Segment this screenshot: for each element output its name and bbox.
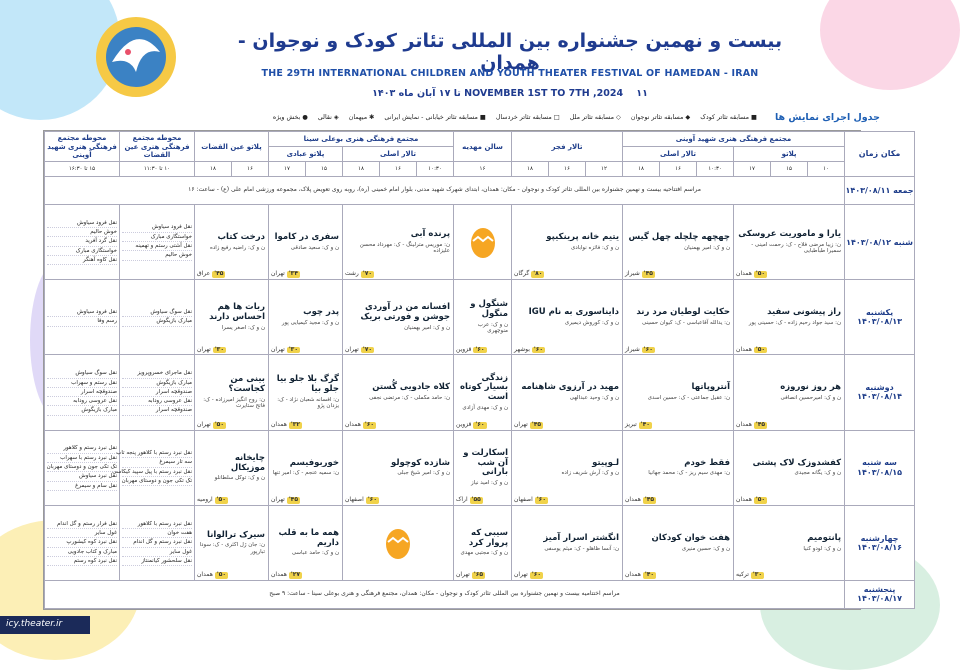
legend-item: ◆ مسابقه تئاتر نوجوان (630, 113, 691, 121)
day-row (45, 505, 915, 580)
legend-item: ◇ مسابقه تئاتر ملل (569, 113, 621, 121)
hour-cell: ۱۸ (623, 162, 660, 177)
show-cell[interactable]: ربات ها هم احساس دارند ن و ک: اصغر یسرا ۳۰' تهران (195, 280, 269, 355)
hour-cell: ۱۰:۳۰ (697, 162, 734, 177)
street-list: نقل فرار رستم و گل اندام غول سایر نقل نبرد کوه کیشورپ مبارک و کتاب جادویی نقل نبرد کوه رستم (45, 505, 120, 580)
venue-avini-main: تالار اصلی (623, 147, 734, 162)
schedule-label: جدول اجرای نمایش ها (774, 111, 880, 123)
legend-item: □ مسابقه تئاتر خردسال (495, 113, 560, 121)
legend-item: ■ مسابقه تئاتر خیابانی - نمایش ایرانی (384, 113, 486, 121)
hour-cell: ۱۸ (343, 162, 380, 177)
day-row (45, 177, 915, 205)
hour-cell: ۱۵ (306, 162, 343, 177)
show-cell[interactable]: بینی من کجاست؟ ن: روح انگیز امیرزاده - ک: فاتح ستایرت ۵۰' تهران (195, 355, 269, 430)
day-label: سه شنبه ۱۴۰۳/۰۸/۱۵ (845, 430, 915, 505)
show-cell[interactable]: شازده کوچولو ن و ک: امیر شیخ جبلی ۶۰' اصفهان (343, 430, 454, 505)
show-cell[interactable]: پدر چوب ن و ک: مجید کیمیایی پور ۳۰' تهران (269, 280, 343, 355)
show-cell[interactable]: فقط خودم ن: مهدی سیم ریز - ک: محمد جهانیا ۴۵' همدان (623, 430, 734, 505)
show-cell[interactable]: هفت خوان کودکان ن و ک: حسین منیری ۴۰' همدان (623, 505, 734, 580)
page-title: بیست و نهمین جشنواره بین المللی تئاتر کودک و نوجوان - همدان (237, 30, 783, 74)
venue-bualisina-main: تالار اصلی (343, 147, 454, 162)
venue-einolghozat-yard: محوطه مجتمع فرهنگی هنری عین القضات (120, 132, 195, 162)
festival-logo-icon (92, 12, 180, 102)
street-list: نقل فرود سیاوش خواستگاری مبارک نقل آشتی رستم و تهمینه خوش حالیم (120, 205, 195, 280)
show-cell[interactable]: حکایت لوطیان مرد رند ن: یدالله آقاعباسی - ک: کیوان حسینی ۶۰' شیراز (623, 280, 734, 355)
street-list: نقل ماجرای خسروپرویز مبارک بازیگوش صندوقچه اسرار نقل عروسی رودابه صندوقچه اسرار (120, 355, 195, 430)
street-list: نقل فرود سیاوش رسم وفا (45, 280, 120, 355)
place-time-header: مکان زمان (845, 132, 915, 177)
hour-cell: ۱۰ (808, 162, 845, 177)
day-row (45, 280, 915, 355)
egg-icon (383, 526, 413, 560)
legend-item: ◈ نقالی (317, 113, 339, 121)
show-cell[interactable]: سیبی که پروار کرد ن و ک: مجتبی مهدی ۶۵' تهران (454, 505, 512, 580)
street-list: نقل سوگ سیاوش نقل رستم و سهراب صندوقچه اسرار نقل عروسی رودابه مبارک بازیگوش (45, 355, 120, 430)
show-cell[interactable]: اسکارلت و آن شب بارانی ن و ک: امید نیاز ۵۵' اراک (454, 430, 512, 505)
street-list: نقل نبرد رستم با کلاهور پنجه تاب سه تار سیمرغ نقل نبرد رستم با پیل سپید کیکاسی تک تکی جون و دوستای مهربان (120, 430, 195, 505)
day-label: جمعه ۱۴۰۳/۰۸/۱۱ (845, 177, 915, 205)
show-cell[interactable]: شنگول و منگول ن و ک: عرب منوچهری ۶۰' قزوین (454, 280, 512, 355)
show-cell[interactable]: پرنده آبی ن: موریس مترلینگ - ک: مهرداد محسن علیزاده ۷۰' رشت (343, 205, 454, 280)
hours-row (45, 162, 915, 177)
page-title-english: THE 29TH INTERNATIONAL CHILDREN AND YOUTH THEATER FESTIVAL OF HAMEDAN - IRAN (261, 68, 759, 79)
legend-item: ■ مسابقه تئاتر کودک (700, 113, 757, 121)
show-cell[interactable]: کلاه جادویی گُستن ن: حامد مکملی - ک: مرتضی نجفی ۶۰' همدان (343, 355, 454, 430)
street-list: نقل سوگ سیاوش مبارک بازیگوش (120, 280, 195, 355)
street-list: نقل فرود سیاوش خوش حالیم نقل گرد آفرید خواستگاری مبارک نقل کاوه آهنگر (45, 205, 120, 280)
header (0, 0, 900, 110)
show-cell[interactable]: راز پیشونی سفید ن: سید جواد رحیم زاده - ک: حسینی پور ۵۰' همدان (734, 280, 845, 355)
empty-slot (343, 505, 454, 580)
show-cell[interactable]: درخت کتاب ن و ک: راضیه رفیع زاده ۴۵' عراق (195, 205, 269, 280)
venue-avini-yard: محوطه مجتمع فرهنگی هنری شهید آوینی (45, 132, 120, 162)
show-cell[interactable]: آنتروپاتها ن: عقیل جماعتی - ک: حسین اسدی ۴۰' تبریز (623, 355, 734, 430)
street-list: نقل نبرد رستم با کلاهور هفت خوان نقل نبرد رستم و گل اندام غول سایر نقل سلحشور کیانمنتاز (120, 505, 195, 580)
date-persian: ۱۱ تا ۱۷ آبان ماه ۱۴۰۳ (372, 88, 648, 99)
hour-cell: ۱۰ تا ۱۱:۳۰ (120, 162, 195, 177)
show-cell[interactable]: چایخانه موزیکال ن و ک: توکل سلطانلو ۵۰' ارومیه (195, 430, 269, 505)
show-cell[interactable]: کفشدوزک لاک پشتی ن و ک: یگانه مجیدی ۵۰' همدان (734, 430, 845, 505)
hour-cell: ۱۵ تا ۱۶:۳۰ (45, 162, 120, 177)
hour-cell: ۱۵ (771, 162, 808, 177)
show-cell[interactable]: انگشتر اسرار آمیز ن: آنسا ظاهلو - ک: میثم یوسفی ۶۰' تهران (512, 505, 623, 580)
hour-cell: ۱۷ (269, 162, 306, 177)
venue-avini-plato: پلاتو (734, 147, 845, 162)
date-english: NOVEMBER 1ST TO 7TH ,2024 (464, 88, 624, 99)
hour-cell: ۱۲ (586, 162, 623, 177)
day-row (45, 355, 915, 430)
closing-note: مراسم اختتامیه بیست و نهمین جشنواره بین المللی تئاتر کودک و نوجوان - مکان: همدان، مجتمع فرهنگی و هنری بوعلی سینا - ساعت: ۹ صبح (45, 580, 845, 608)
day-label: چهارشنبه ۱۴۰۳/۰۸/۱۶ (845, 505, 915, 580)
hour-cell: ۱۶ (549, 162, 586, 177)
day-label: پنجشنبه ۱۴۰۳/۰۸/۱۷ (845, 580, 915, 608)
festival-dates (360, 88, 660, 99)
show-cell[interactable]: سیرک ترالوانا ن: جان ژل اکثری - ک: سودا تبارپور ۵۰' همدان (195, 505, 269, 580)
street-list: نقل نبرد رستم و کلاهور نقل نبرد رستم با سهراب تک تکی جون و دوستای مهربان نقل نبرد سیاوش نقل سام و سیمرغ (45, 430, 120, 505)
show-cell[interactable]: مهید در آرزوی شاهنامه ن و ک: وحید عبدالهی ۴۵' تهران (512, 355, 623, 430)
venue-einolghozat: پلاتو عین القضات (195, 132, 269, 162)
day-label: شنبه ۱۴۰۳/۰۸/۱۲ (845, 205, 915, 280)
egg-icon (468, 225, 498, 259)
day-row (45, 205, 915, 280)
show-cell[interactable]: دایناسوری به نام IGU ن و ک: کوروش دیمیری ۶۰' بوشهر (512, 280, 623, 355)
day-row (45, 430, 915, 505)
hour-cell: ۱۷ (734, 162, 771, 177)
show-cell[interactable]: زندگی بسیار کوتاه است ن و ک: مهدی آزادی ۶۰' قزوین (454, 355, 512, 430)
venue-bualisina-plato: پلاتو عبادی (269, 147, 343, 162)
hour-cell: ۱۸ (195, 162, 232, 177)
hour-cell: ۱۶ (380, 162, 417, 177)
show-cell[interactable]: هر روز نوروزه ن و ک: امیرحسین انصافی ۴۵' همدان (734, 355, 845, 430)
hour-cell: ۱۶ (660, 162, 697, 177)
show-cell[interactable]: پانتومیم ن و ک: لودو کنیا ۳۰' ترکیه (734, 505, 845, 580)
legend-item: ● بخش ویژه (272, 113, 308, 121)
site-link[interactable]: icy.theater.ir (0, 616, 90, 634)
venue-avini: مجتمع فرهنگی هنری شهید آوینی (623, 132, 845, 147)
show-cell[interactable]: خوربوفیسم ن: سمیه عنجم - ک: امیر تنها ۴۵' تهران (269, 430, 343, 505)
venue-fajr: تالار فجر (512, 132, 623, 162)
venue-bualisina: مجتمع فرهنگی هنری بوعلی سینا (269, 132, 454, 147)
empty-slot (454, 205, 512, 280)
day-row (45, 580, 915, 608)
hour-cell: ۱۶ (454, 162, 512, 177)
show-cell[interactable]: یارا و ماموریت عروسکی ن: زیبا مرضی فلاح - ک: رحمت امینی - سمیرا طباطبایی ۵۰' همدان (734, 205, 845, 280)
show-cell[interactable]: همه ما به قلب داریم ن و ک: حامد عباسی ۲۷' همدان (269, 505, 343, 580)
schedule-table (43, 130, 914, 610)
show-cell[interactable]: چهچهه چلچله چهل گیس ن و ک: امیر بهمنیان ۴۵' شیراز (623, 205, 734, 280)
legend-item: ✱ میهمان (348, 113, 375, 121)
day-label: یکشنبه ۱۴۰۳/۰۸/۱۳ (845, 280, 915, 355)
hour-cell: ۱۸ (512, 162, 549, 177)
opening-note: مراسم افتتاحیه بیست و نهمین جشنواره بین المللی تئاتر کودک و نوجوان - مکان: همدان، ابتدای شهرک شهید مدنی، بلوار امام خمینی (ره)، روبه روی تعویض پلاک، مجموعه ورزشی امام علی (ع) - ساعت: ۱۶ (45, 177, 845, 205)
show-cell[interactable]: گرگ بلا جلو بیا جلو بیا ن: افسانه شعبان نژاد - ک: یزدان پژو ۳۲' همدان (269, 355, 343, 430)
day-label: دوشنبه ۱۴۰۳/۰۸/۱۴ (845, 355, 915, 430)
hour-cell: ۱۰:۳۰ (417, 162, 454, 177)
venue-mahdieh: سالن مهدیه (454, 132, 512, 162)
show-cell[interactable]: لـوپیتو ن و ک: آرش شریف زاده ۶۰' اصفهان (512, 430, 623, 505)
show-cell[interactable]: افسانه من در آوردی جوشن و فورتی بریک ن و ک: امیر بهمنیان ۷۰' تهران (343, 280, 454, 355)
legend (250, 110, 880, 124)
hour-cell: ۱۶ (232, 162, 269, 177)
show-cell[interactable]: یتیم خانه پرینکیپو ن و ک: فائزه نوابادی ۸۰' گرگان (512, 205, 623, 280)
show-cell[interactable]: سفری در کاموا ن و ک: سعید صادقی ۳۴' تهران (269, 205, 343, 280)
